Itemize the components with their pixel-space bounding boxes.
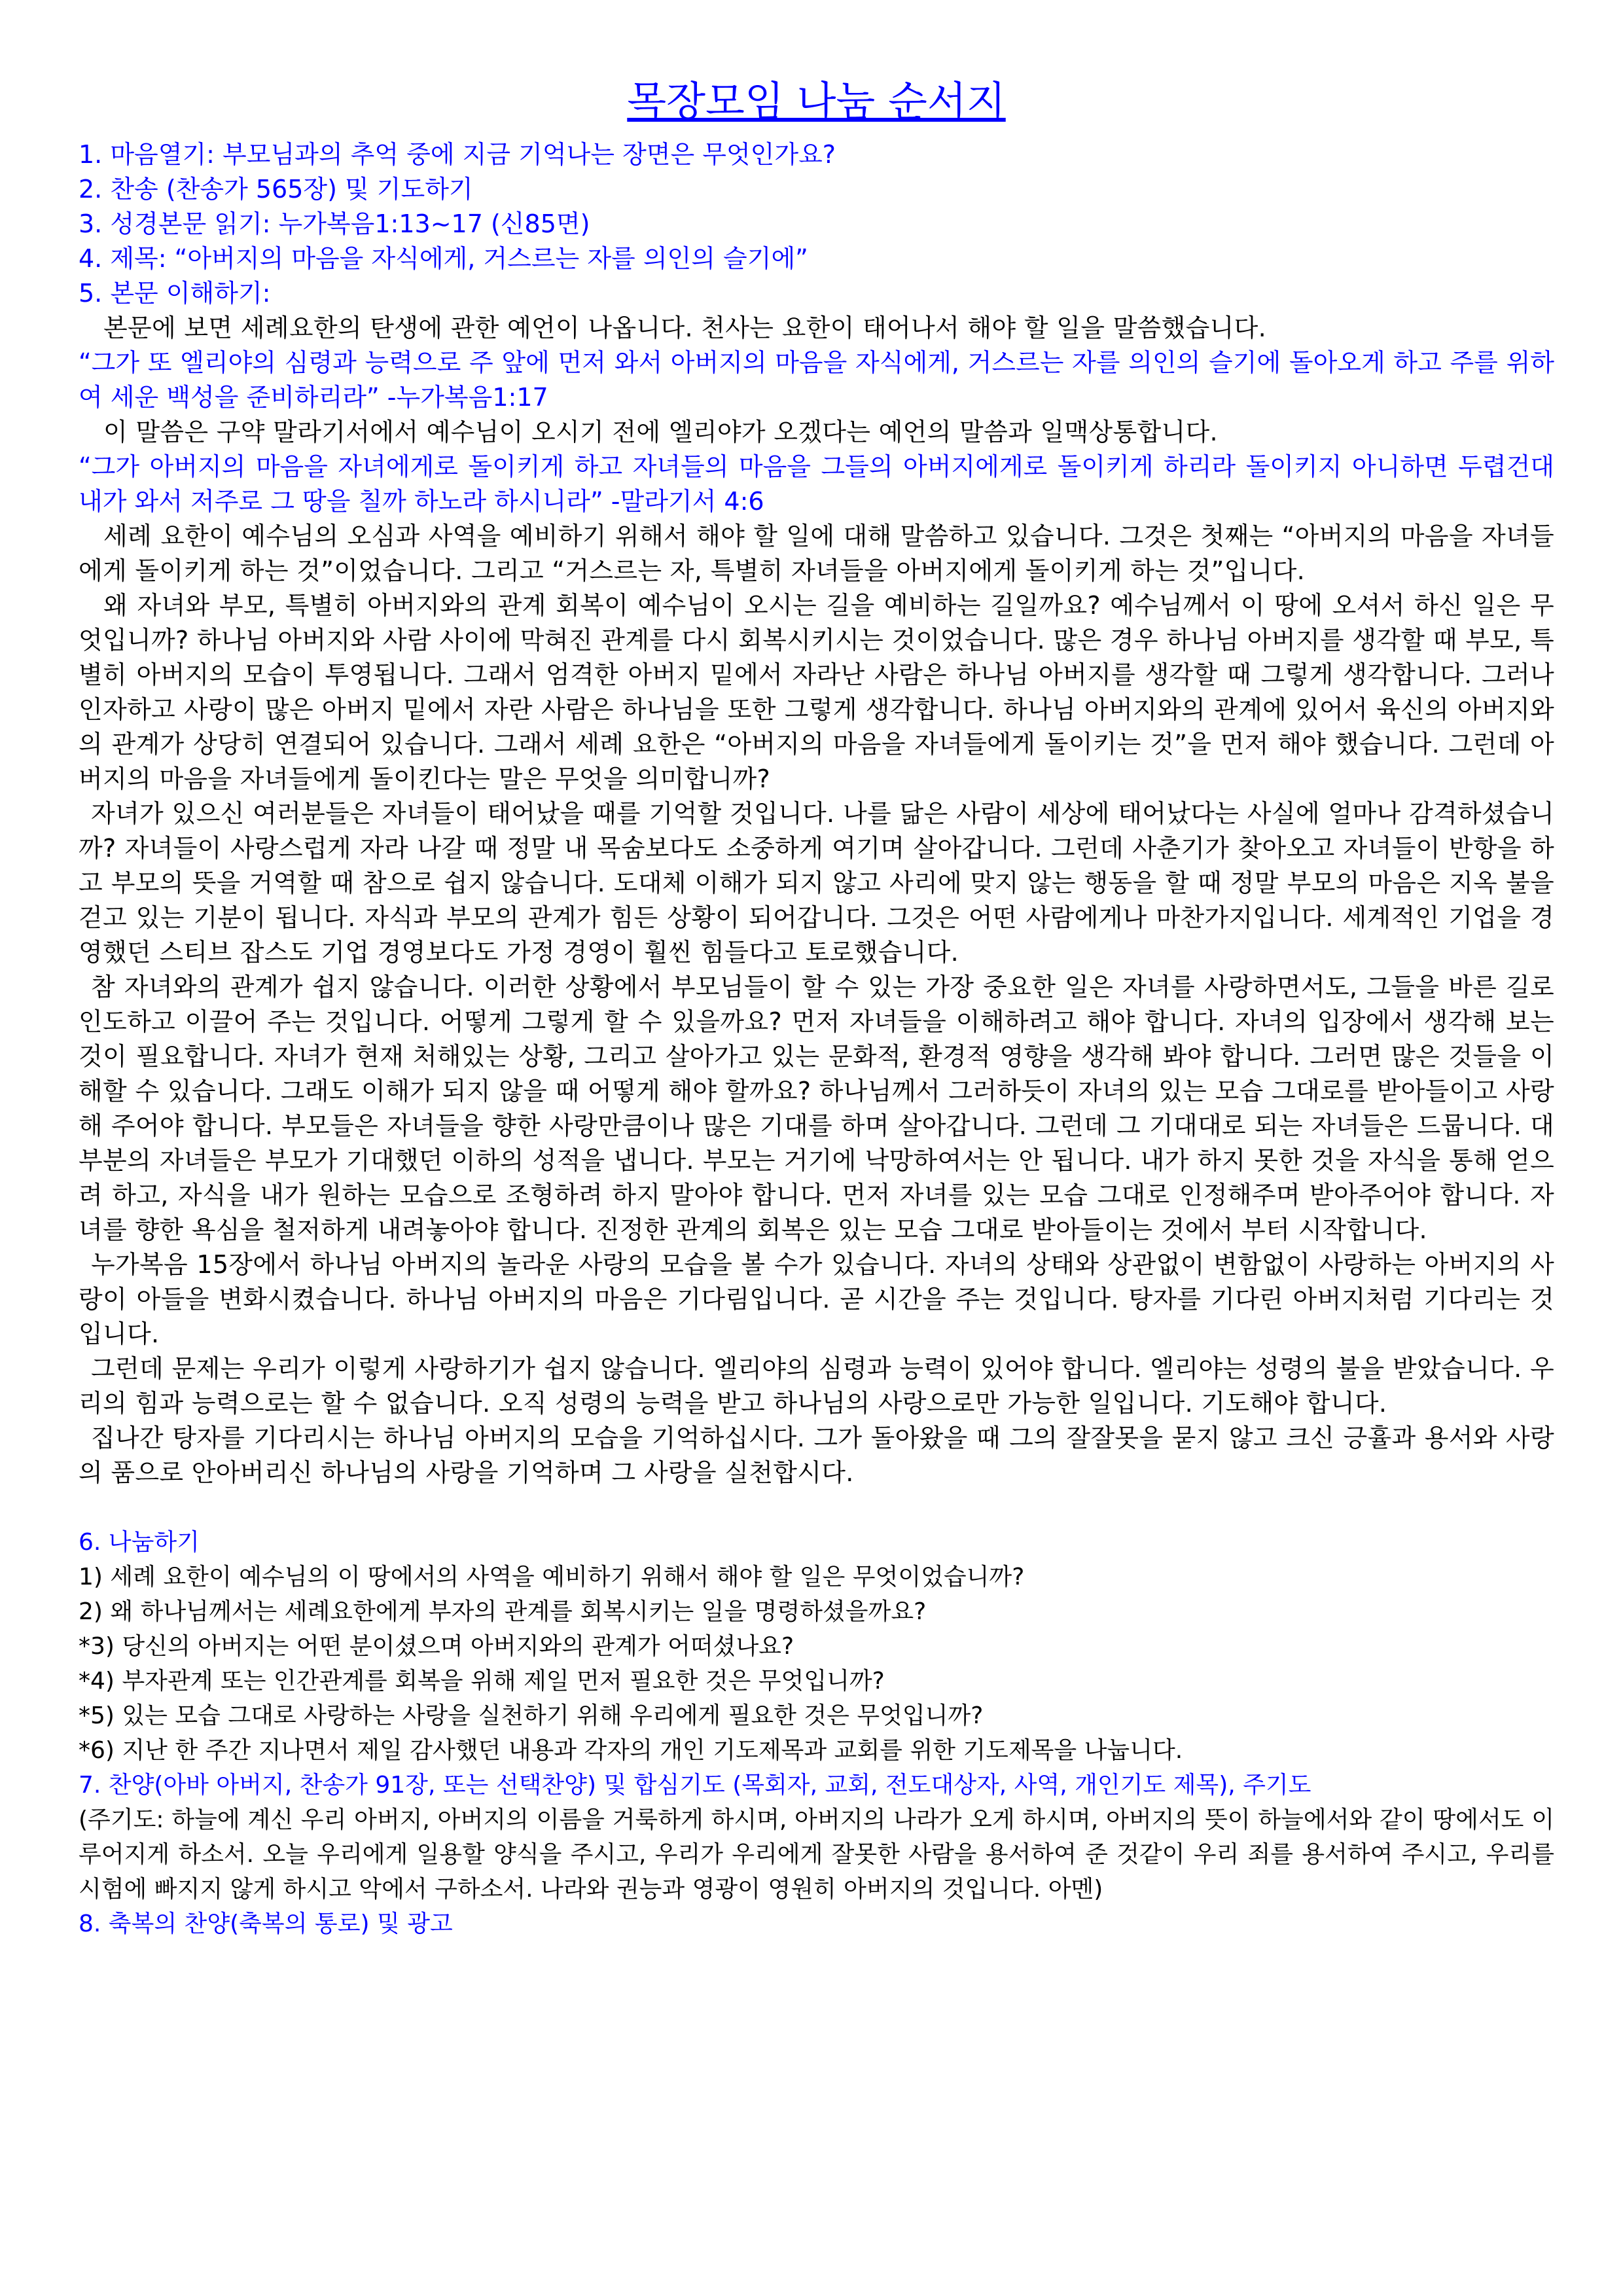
item-praise-prayer: 7. 찬양(아바 아버지, 찬송가 91장, 또는 선택찬양) 및 합심기도 (목회자, 교회, 전도대상자, 사역, 개인기도 제목), 주기도 — [79, 1772, 1311, 1799]
body-paragraph-1: 본문에 보면 세례요한의 탄생에 관한 예언이 나옵니다. 천사는 요한이 태어나서 해야 할 일을 말씀했습니다. — [103, 314, 1267, 342]
scripture-quote-malachi: “그가 아버지의 마음을 자녀에게로 돌이키게 하고 자녀들의 마음을 그들의 아버지에게로 돌이키게 하리라 돌이키지 아니하면 두렵건대 내가 와서 저주로 그 땅을 칠까 하노라 하시니라” -말라기서 4:6 — [79, 452, 1554, 516]
body-paragraph-9: 집나간 탕자를 기다리시는 하나님 아버지의 모습을 기억하십시다. 그가 돌아왔을 때 그의 잘잘못을 묻지 않고 크신 긍휼과 용서와 사랑의 품으로 안아버리신 하나님의 사랑을 기억하며 그 사랑을 실천합시다. — [79, 1424, 1554, 1487]
sharing-question-5: *5) 있는 모습 그대로 사랑하는 사랑을 실천하기 위해 우리에게 필요한 것은 무엇입니까? — [79, 1702, 984, 1729]
item-sermon-title: 4. 제목: “아버지의 마음을 자식에게, 거스르는 자를 의인의 슬기에” — [79, 244, 808, 273]
document-page — [79, 72, 1554, 1941]
section-gap — [79, 1490, 1554, 1525]
body-paragraph-4: 왜 자녀와 부모, 특별히 아버지와의 관계 회복이 예수님이 오시는 길을 예비하는 길일까요? 예수님께서 이 땅에 오셔서 하신 일은 무엇입니까? 하나님 아버지와 사람 사이에 막혀진 관계를 다시 회복시키시는 것이었습니다. 많은 경우 하나님 아버지를 생각할 때 부모, 특별히 아버지의 모습이 투영됩니다. 그래서 엄격한 아버지 밑에서 자라난 사람은 하나님 아버지를 생각할 때 그렇게 생각합니다. 그러나 인자하고 사랑이 많은 아버지 밑에서 자란 사람은 하나님을 또한 그렇게 생각합니다. 하나님 아버지와의 관계에 있어서 육신의 아버지와의 관계가 상당히 연결되어 있습니다. 그래서 세례 요한은 “아버지의 마음을 자녀들에게 돌이키는 것”을 먼저 해야 했습니다. 그런데 아버지의 마음을 자녀들에게 돌이킨다는 말은 무엇을 의미합니까? — [79, 591, 1554, 793]
sharing-question-1: 1) 세례 요한이 예수님의 이 땅에서의 사역을 예비하기 위해서 해야 할 일은 무엇이었습니까? — [79, 1564, 1025, 1590]
body-paragraph-2: 이 말씀은 구약 말라기서에서 예수님이 오시기 전에 엘리야가 오겠다는 예언의 말씀과 일맥상통합니다. — [103, 418, 1218, 446]
lords-prayer: (주기도: 하늘에 계신 우리 아버지, 아버지의 이름을 거룩하게 하시며, 아버지의 나라가 오게 하시며, 아버지의 뜻이 하늘에서와 같이 땅에서도 이루어지게 하소서. 오늘 우리에게 일용할 양식을 주시고, 우리가 우리에게 잘못한 사람을 용서하여 준 것같이 우리 죄를 용서하여 주시고, 우리를 시험에 빠지지 않게 하시고 악에서 구하소서. 나라와 권능과 영광이 영원히 아버지의 것입니다. 아멘) — [79, 1806, 1554, 1903]
sharing-heading: 6. 나눔하기 — [79, 1529, 200, 1556]
item-hymn: 2. 찬송 (찬송가 565장) 및 기도하기 — [79, 175, 473, 204]
body-paragraph-3: 세례 요한이 예수님의 오심과 사역을 예비하기 위해서 해야 할 일에 대해 말씀하고 있습니다. 그것은 첫째는 “아버지의 마음을 자녀들에게 돌이키게 하는 것”이었습니다. 그리고 “거스르는 자, 특별히 자녀들을 아버지에게 돌이키게 하는 것”입니다. — [79, 522, 1554, 585]
item-blessing-announcements: 8. 축복의 찬양(축복의 통로) 및 광고 — [79, 1910, 453, 1937]
body-paragraph-8: 그런데 문제는 우리가 이렇게 사랑하기가 쉽지 않습니다. 엘리야의 심령과 능력이 있어야 합니다. 엘리야는 성령의 불을 받았습니다. 우리의 힘과 능력으로는 할 수 없습니다. 오직 성령의 능력을 받고 하나님의 사랑으로만 가능한 일입니다. 기도해야 합니다. — [79, 1354, 1554, 1418]
sharing-question-4: *4) 부자관계 또는 인간관계를 회복을 위해 제일 먼저 필요한 것은 무엇입니까? — [79, 1668, 885, 1695]
sharing-question-2: 2) 왜 하나님께서는 세례요한에게 부자의 관계를 회복시키는 일을 명령하셨을까요? — [79, 1598, 927, 1625]
sharing-question-3: *3) 당신의 아버지는 어떤 분이셨으며 아버지와의 관계가 어떠셨나요? — [79, 1633, 794, 1660]
scripture-quote-luke: “그가 또 엘리야의 심령과 능력으로 주 앞에 먼저 와서 아버지의 마음을 자식에게, 거스르는 자를 의인의 슬기에 돌아오게 하고 주를 위하여 세운 백성을 준비하리라” -누가복음1:17 — [79, 348, 1554, 412]
sharing-question-6: *6) 지난 한 주간 지나면서 제일 감사했던 내용과 각자의 개인 기도제목과 교회를 위한 기도제목을 나눕니다. — [79, 1737, 1183, 1764]
body-paragraph-5: 자녀가 있으신 여러분들은 자녀들이 태어났을 때를 기억할 것입니다. 나를 닮은 사람이 세상에 태어났다는 사실에 얼마나 감격하셨습니까? 자녀들이 사랑스럽게 자라 나갈 때 정말 내 목숨보다도 소중하게 여기며 살아갑니다. 그런데 사춘기가 찾아오고 자녀들이 반항을 하고 부모의 뜻을 거역할 때 참으로 쉽지 않습니다. 도대체 이해가 되지 않고 사리에 맞지 않는 행동을 할 때 정말 부모의 마음은 지옥 불을 걷고 있는 기분이 됩니다. 자식과 부모의 관계가 힘든 상황이 되어갑니다. 그것은 어떤 사람에게나 마찬가지입니다. 세계적인 기업을 경영했던 스티브 잡스도 기업 경영보다도 가정 경영이 훨씬 힘들다고 토로했습니다. — [79, 799, 1554, 967]
item-scripture: 3. 성경본문 읽기: 누가복음1:13~17 (신85면) — [79, 209, 590, 238]
item-understanding: 5. 본문 이해하기: — [79, 279, 271, 308]
body-paragraph-7: 누가복음 15장에서 하나님 아버지의 놀라운 사랑의 모습을 볼 수가 있습니다. 자녀의 상태와 상관없이 변함없이 사랑하는 아버지의 사랑이 아들을 변화시켰습니다. 하나님 아버지의 마음은 기다림입니다. 곧 시간을 주는 것입니다. 탕자를 기다린 아버지처럼 기다리는 것입니다. — [79, 1250, 1554, 1348]
item-ice-breaker: 1. 마음열기: 부모님과의 추억 중에 지금 기억나는 장면은 무엇인가요? — [79, 140, 836, 169]
page-title: 목장모임 나눔 순서지 — [627, 77, 1006, 125]
body-paragraph-6: 참 자녀와의 관계가 쉽지 않습니다. 이러한 상황에서 부모님들이 할 수 있는 가장 중요한 일은 자녀를 사랑하면서도, 그들을 바른 길로 인도하고 이끌어 주는 것입니다. 어떻게 그렇게 할 수 있을까요? 먼저 자녀들을 이해하려고 해야 합니다. 자녀의 입장에서 생각해 보는 것이 필요합니다. 자녀가 현재 처해있는 상황, 그리고 살아가고 있는 문화적, 환경적 영향을 생각해 봐야 합니다. 그러면 많은 것들을 이해할 수 있습니다. 그래도 이해가 되지 않을 때 어떻게 해야 할까요? 하나님께서 그러하듯이 자녀의 있는 모습 그대로를 받아들이고 사랑해 주어야 합니다. 부모들은 자녀들을 향한 사랑만큼이나 많은 기대를 하며 살아갑니다. 그런데 그 기대대로 되는 자녀들은 드뭅니다. 대부분의 자녀들은 부모가 기대했던 이하의 성적을 냅니다. 부모는 거기에 낙망하여서는 안 됩니다. 내가 하지 못한 것을 자식을 통해 얻으려 하고, 자식을 내가 원하는 모습으로 조형하려 하지 말아야 합니다. 먼저 자녀를 있는 모습 그대로 인정해주며 받아주어야 합니다. 자녀를 향한 욕심을 철저하게 내려놓아야 합니다. 진정한 관계의 회복은 있는 모습 그대로 받아들이는 것에서 부터 시작합니다. — [79, 973, 1554, 1244]
